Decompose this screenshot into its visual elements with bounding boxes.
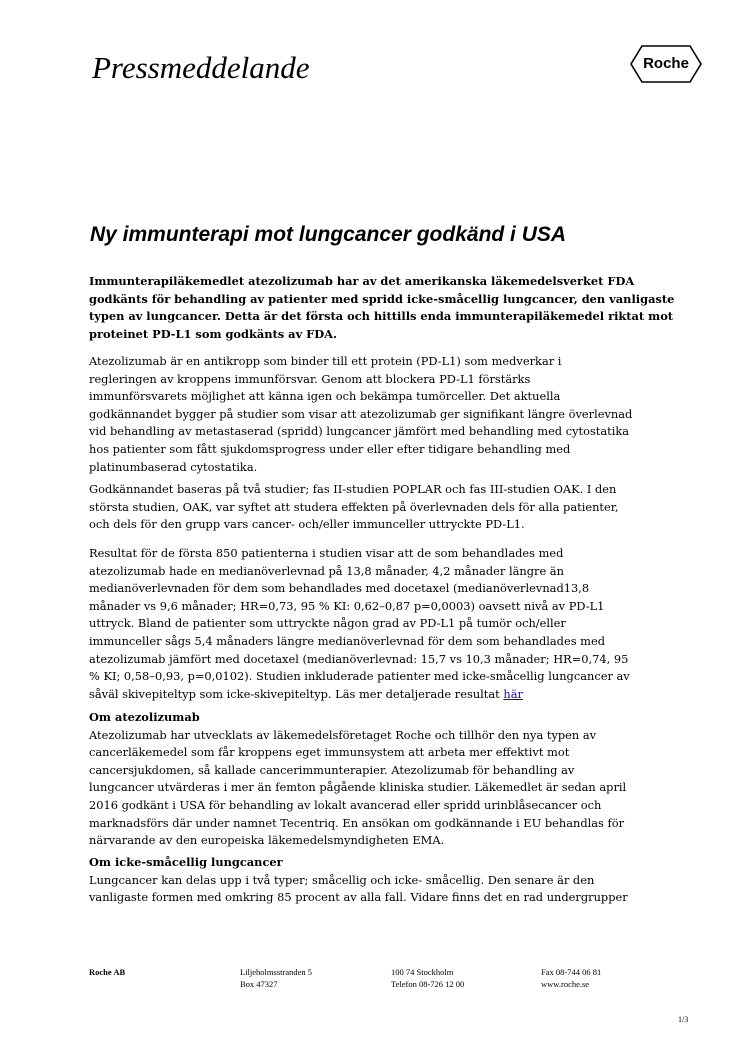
text-line [89, 686, 669, 704]
page-number: 1/3 [678, 1015, 689, 1024]
text-line: vanligaste formen med omkring 85 procent av alla fall. Vidare finns det en rad undergrupper [89, 890, 628, 905]
section-atezolizumab [89, 709, 669, 850]
text-line: marknadsförs där under namnet Tecentriq. En ansökan om godkännande i EU behandlas för [89, 815, 625, 830]
text-line: atezolizumab hade en medianöverlevnad på 13,8 månader, 4,2 månader längre än [89, 563, 564, 578]
section-nsclc [89, 854, 669, 907]
text-line: Atezolizumab har utvecklats av läkemedelsföretaget Roche och tillhör den nya typen av [89, 727, 597, 742]
text-line: hos patienter som fått sjukdomsprogress under eller efter tidigare behandling med [89, 441, 571, 456]
lead-line: proteinet PD-L1 som godkänts av FDA. [89, 326, 337, 341]
text-line: regleringen av kroppens immunförsvar. Genom att blockera PD-L1 förstärks [89, 371, 531, 386]
text-line: platinumbaserad cytostatika. [89, 459, 258, 474]
text-line: Resultat för de första 850 patienterna i studien visar att de som behandlades med [89, 546, 564, 560]
text-line: immunceller sågs 5,4 månaders längre medianöverlevnad för dem som behandlades med [89, 633, 606, 648]
text-line: % KI; 0,58–0,93, p=0,0102). Studien inkluderade patienter med icke-småcellig lungcancer av [89, 669, 630, 684]
text-line: månader vs 9,6 månader; HR=0,73, 95 % KI: 0,62–0,87 p=0,0003) oavsett nivå av PD-L1 [89, 598, 605, 613]
text-line: atezolizumab jämfört med docetaxel (medianöverlevnad: 15,7 vs 10,3 månader; HR=0,74, 95 [89, 651, 629, 666]
lead-paragraph [89, 273, 675, 343]
text-line: största studien, OAK, var syftet att studera effekten på överlevnaden dels för alla patienter, [89, 499, 619, 514]
text-line: och dels för den grupp vars cancer- och/eller immunceller uttryckte PD-L1. [89, 517, 525, 532]
text-line: godkännandet bygger på studier som visar att atezolizumab ger signifikant längre överlevnad [89, 406, 633, 421]
paragraph-mechanism [89, 353, 669, 476]
text-line: lungcancer utvärderas i mer än femton pågående kliniska studier. Läkemedlet är sedan april [89, 780, 627, 795]
text-line: cancersjukdomen, så kallade cancerimmunterapier. Atezolizumab för behandling av [89, 762, 575, 777]
text-line: närvarande av den europeiska läkemedelsmyndigheten EMA. [89, 833, 445, 848]
section-heading: Om icke-småcellig lungcancer [89, 855, 283, 869]
footer-fax: Fax 08-744 06 81 [541, 967, 602, 977]
text-line: immunförsvarets möjlighet att känna igen och bekämpa tumörceller. Det aktuella [89, 389, 561, 404]
text-line: medianöverlevnaden för dem som behandlades med docetaxel (medianöverlevnad13,8 [89, 581, 590, 596]
footer-address [240, 966, 312, 991]
footer-postal: 100 74 Stockholm [391, 967, 454, 977]
results-link[interactable]: här [503, 686, 523, 701]
text-line: Lungcancer kan delas upp i två typer; småcellig och icke- småcellig. Den senare är den [89, 872, 595, 887]
text-line: Godkännandet baseras på två studier; fas II-studien POPLAR och fas III-studien OAK. I den [89, 482, 617, 496]
lead-line: Immunterapiläkemedlet atezolizumab har av det amerikanska läkemedelsverket FDA [89, 274, 635, 288]
text-line: uttryck. Bland de patienter som uttryckte någon grad av PD-L1 på tumör och/eller [89, 616, 566, 631]
footer-company [89, 966, 125, 978]
text-line: cancerläkemedel som får kroppens eget immunsystem att arbeta mer effektivt mot [89, 745, 570, 760]
section-heading: Om atezolizumab [89, 710, 200, 724]
footer-street: Liljeholmsstranden 5 [240, 967, 313, 977]
paragraph-studies [89, 481, 669, 534]
footer-fax-web [541, 966, 601, 991]
results-text: såväl skivepiteltyp som icke-skivepiteltyp. Läs mer detaljerade resultat [89, 686, 504, 701]
lead-line: godkänts för behandling av patienter med spridd icke-småcellig lungcancer, den vanligaste [89, 291, 675, 306]
text-line: Atezolizumab är en antikropp som binder till ett protein (PD-L1) som medverkar i [89, 354, 562, 368]
footer-company-name: Roche AB [89, 967, 126, 977]
paragraph-results [89, 545, 669, 703]
lead-line: typen av lungcancer. Detta är det första och hittills enda immunterapiläkemedel riktat mot [89, 309, 674, 324]
footer-box: Box 47327 [240, 979, 278, 990]
document-title: Pressmeddelande [92, 50, 310, 85]
footer-phone: Telefon 08-726 12 00 [391, 979, 465, 990]
headline: Ny immunterapi mot lungcancer godkänd i USA [90, 223, 567, 246]
text-line: vid behandling av metastaserad (spridd) lungcancer jämfört med behandling med cytostatika [89, 424, 630, 439]
footer-web[interactable]: www.roche.se [541, 979, 590, 990]
roche-logo-text: Roche [643, 55, 689, 72]
text-line: 2016 godkänt i USA för behandling av lokalt avancerad eller spridd urinblåsecancer och [89, 797, 602, 812]
footer-contact [391, 966, 464, 991]
